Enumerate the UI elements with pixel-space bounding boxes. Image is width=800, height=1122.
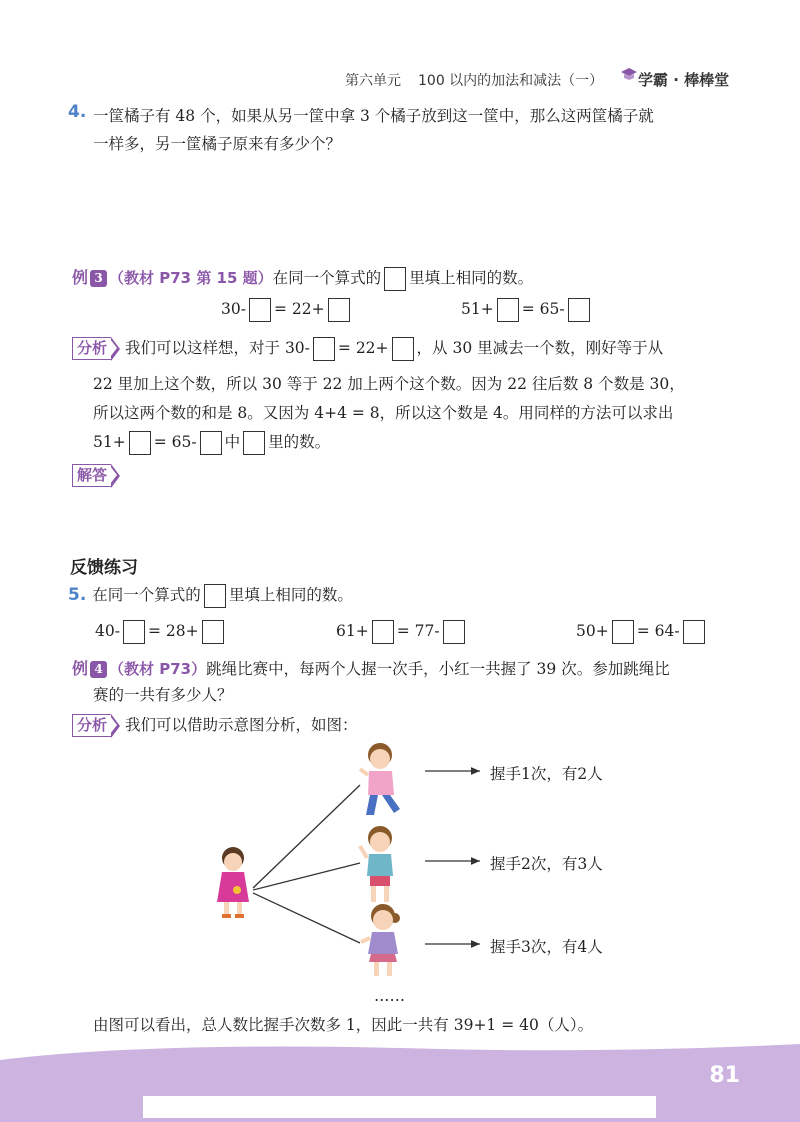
- analysis-3-line2: 22 里加上这个数，所以 30 等于 22 加上两个这个数。因为 22 往后数 8 个数是 30，: [93, 375, 685, 393]
- example-prompt-a: 在同一个算式的: [272, 269, 382, 287]
- header-title: 100 以内的加法和减法（一）: [418, 73, 604, 89]
- answer-box[interactable]: [200, 431, 222, 455]
- header-unit: 第六单元: [345, 73, 401, 89]
- answer-box[interactable]: [392, 337, 414, 361]
- feedback-title: 反馈练习: [70, 558, 138, 578]
- page-number: 81: [709, 1063, 740, 1088]
- analysis-4: [72, 713, 358, 737]
- analysis-text: 里的数。: [268, 433, 331, 451]
- girl-figure: [217, 847, 249, 918]
- answer-box[interactable]: [328, 298, 350, 322]
- diagram-label-2: 握手2次，有3人: [490, 855, 603, 873]
- kid-figure: [360, 743, 400, 815]
- analysis-text: ，从 30 里减去一个数，刚好等于从: [416, 339, 664, 357]
- answer-box[interactable]: [123, 620, 145, 644]
- question-5-number: 5.: [68, 585, 87, 605]
- example-4-line1: [72, 656, 670, 679]
- example-source: （教材 P73）: [109, 660, 207, 678]
- answer-section: [72, 464, 111, 487]
- analysis-tag: 分析: [72, 337, 111, 360]
- example-4-text: 跳绳比赛中，每两个人握一次手，小红一共握了 39 次。参加跳绳比: [206, 660, 670, 678]
- answer-box[interactable]: [129, 431, 151, 455]
- example-number-badge: 3: [90, 270, 107, 287]
- question-4-number: 4.: [68, 102, 87, 122]
- question-5-prompt-a: 在同一个算式的: [92, 586, 201, 604]
- answer-box[interactable]: [202, 620, 224, 644]
- graduation-cap-icon: [620, 66, 638, 88]
- analysis-4-text: 我们可以借助示意图分析，如图：: [125, 716, 358, 734]
- answer-box[interactable]: [313, 337, 335, 361]
- header-brand: 学霸 · 棒棒堂: [638, 71, 730, 89]
- analysis-text: 中: [224, 433, 241, 451]
- question-5-prompt-b: 里填上相同的数。: [228, 586, 353, 604]
- question-5: [68, 583, 353, 608]
- analysis-text: = 65-: [153, 433, 197, 451]
- example-prompt-b: 里填上相同的数。: [409, 269, 534, 287]
- conclusion-text: 由图可以看出，总人数比握手次数多 1，因此一共有 39+1 = 40（人）。: [93, 1016, 594, 1034]
- question-4-line1: 一筐橘子有 48 个，如果从另一筐中拿 3 个橘子放到这一筐中，那么这两筐橘子就: [93, 107, 654, 125]
- example-source: （教材 P73 第 15 题）: [109, 269, 273, 287]
- question-5-equation-2: [336, 620, 468, 644]
- kid-figure: [361, 904, 400, 976]
- analysis-3-line4: [93, 430, 330, 455]
- connector-line: [253, 893, 360, 943]
- diagram-ellipsis: ……: [374, 987, 405, 1005]
- example-3-equation-1: [221, 298, 353, 322]
- equation-part: 50+: [576, 622, 609, 640]
- analysis-text: = 22+: [337, 339, 389, 357]
- kid-figure: [360, 826, 393, 902]
- equation-part: 61+: [336, 622, 369, 640]
- analysis-tag: 分析: [72, 714, 111, 737]
- equation-part: 40-: [95, 622, 120, 640]
- example-number-badge: 4: [90, 661, 107, 678]
- answer-box[interactable]: [243, 431, 265, 455]
- equation-part: 30-: [221, 300, 246, 318]
- diagram-label-3: 握手3次，有4人: [490, 938, 603, 956]
- answer-box[interactable]: [204, 584, 226, 608]
- answer-box[interactable]: [568, 298, 590, 322]
- example-label: 例: [72, 659, 89, 678]
- answer-box[interactable]: [249, 298, 271, 322]
- analysis-text: 51+: [93, 433, 126, 451]
- example-4-line2: 赛的一共有多少人？: [93, 686, 233, 704]
- answer-box[interactable]: [612, 620, 634, 644]
- equation-part: 51+: [461, 300, 494, 318]
- equation-part: = 22+: [273, 300, 325, 318]
- question-5-equation-1: [95, 620, 227, 644]
- connector-line: [253, 785, 360, 888]
- answer-tag: 解答: [72, 464, 111, 487]
- analysis-3-line1: [72, 336, 663, 361]
- equation-part: = 64-: [636, 622, 680, 640]
- equation-part: = 77-: [396, 622, 440, 640]
- example-label: 例: [72, 268, 89, 287]
- footer-bar: [143, 1096, 656, 1118]
- question-4-line2: 一样多，另一筐橘子原来有多少个？: [93, 135, 342, 153]
- equation-part: = 28+: [147, 622, 199, 640]
- diagram-label-1: 握手1次，有2人: [490, 765, 603, 783]
- example-3-equation-2: [461, 298, 593, 322]
- question-5-equation-3: [576, 620, 708, 644]
- answer-box[interactable]: [683, 620, 705, 644]
- answer-box[interactable]: [384, 267, 406, 291]
- example-3-heading: [72, 265, 533, 291]
- connector-line: [253, 863, 360, 890]
- answer-box[interactable]: [372, 620, 394, 644]
- equation-part: = 65-: [521, 300, 565, 318]
- answer-box[interactable]: [443, 620, 465, 644]
- answer-box[interactable]: [497, 298, 519, 322]
- analysis-3-line3: 所以这两个数的和是 8。又因为 4+4 = 8，所以这个数是 4。用同样的方法可以求出: [93, 404, 674, 422]
- analysis-text: 我们可以这样想，对于 30-: [125, 339, 310, 357]
